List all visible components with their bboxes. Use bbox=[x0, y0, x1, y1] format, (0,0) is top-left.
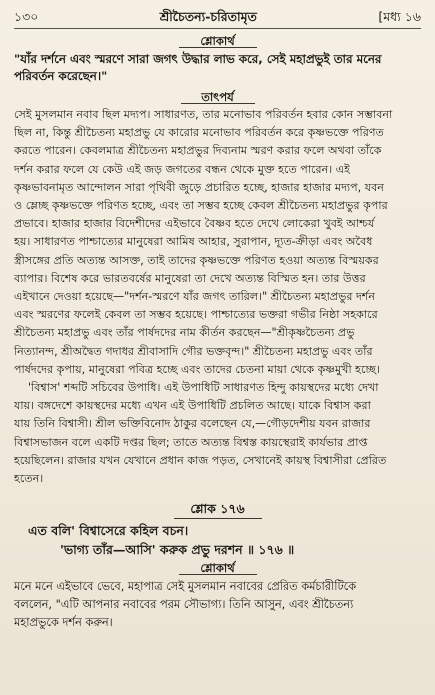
purport-line: সেই মুসলমান নবাব ছিল মদ্যপ। সাধারণত, তার মনোভাব পরিবর্তন হবার কোন সম্ভাবনা bbox=[14, 108, 393, 121]
heading-underline bbox=[174, 518, 262, 519]
translation-line: পরিবর্তন করেছেন।" bbox=[14, 69, 108, 83]
purport-line: ব্যাপার। বিশেষ করে ভারতবর্ষের মানুষেরা তা দেখে অত্যন্ত বিস্মিত হন। তার উত্তর bbox=[14, 271, 366, 285]
purport-line: যায় তিনি বিশ্বাসী। শ্রীল ভক্তিবিনোদ ঠাকুর বলেছেন যে,—গৌড়দেশীয় যবন রাজার bbox=[14, 417, 371, 431]
translation-text bbox=[14, 51, 421, 85]
purport-line: নিত্যানন্দ, শ্রীঅদ্বৈত গদাধর শ্রীবাসাদি গৌর ভক্তবৃন্দ।" শ্রীচৈতন্য মহাপ্রভু এবং তাঁর bbox=[14, 344, 373, 358]
translation-text bbox=[14, 578, 421, 632]
purport-text bbox=[14, 106, 421, 488]
purport-line: হয়েছিলেন। রাজার যখন যেখানে প্রধান কাজ পড়ত, সেখানেই কায়স্থ বিশ্বাসীরা প্রেরিত bbox=[14, 453, 387, 467]
purport-line: 'বিশ্বাস' শব্দটি সচিবের উপাধি। এই উপাধিটি সাধারণত হিন্দু কায়স্থদের মধ্যে দেখা bbox=[28, 381, 379, 395]
translation-line: "যাঁর দর্শনে এবং স্মরণে সারা জগৎ উদ্ধার লাভ করে, সেই মহাপ্রভুই তার মনের bbox=[14, 52, 382, 66]
purport-line: যায়। বঙ্গদেশে কায়স্থদের মধ্যে এখন এই উপাধিটি প্রচলিত আছে। যাকে বিশ্বাস করা bbox=[14, 399, 371, 413]
purport-line: স্ত্রীসঙ্গের প্রতি অত্যন্ত আসক্ত, তাই তাদের কৃষ্ণভক্তে পরিণত হওয়া অত্যন্ত বিস্ময়কর bbox=[14, 253, 379, 267]
purport-line: দর্শন করার ফলে যে কেউ এই জড় জগতের বন্ধন থেকে মুক্ত হতে পারেন। এই bbox=[14, 162, 350, 176]
purport-heading: তাৎপর্য bbox=[201, 90, 234, 104]
page-header bbox=[14, 8, 421, 29]
verse-text bbox=[14, 521, 421, 559]
purport-line: প্রভাবে। হাজার হাজার বিদেশীদের এইভাবে বৈষ্ণব হতে দেখে লোকেরা খুবই আশ্চর্য bbox=[14, 217, 375, 231]
purport-line: হয়। সাধারণত পাশ্চাত্যের মানুষেরা আমিষ আহার, সুরাপান, দ্যূত-ক্রীড়া এবং অবৈধ bbox=[14, 235, 373, 249]
translation-heading: শ্লোকার্থ bbox=[200, 561, 235, 576]
purport-line: ছিল না, কিন্তু শ্রীচৈতন্য মহাপ্রভু যে কারোর মনোভাব পরিবর্তন করে কৃষ্ণভক্তে পরিণত bbox=[14, 126, 384, 140]
page-number: ১৩০ bbox=[14, 9, 39, 24]
verse-line: এত বলি' বিশ্বাসেরে কহিল বচন। bbox=[28, 523, 189, 539]
verse-heading: শ্লোক ১৭৬ bbox=[190, 501, 245, 517]
verse-line: 'ভাগ্য তাঁর—আসি' করুক প্রভু দরশন ॥ ১৭৬ ॥ bbox=[60, 542, 295, 558]
running-title: শ্রীচৈতন্য-চরিতামৃত bbox=[159, 9, 257, 24]
purport-line: শ্রীচৈতন্য মহাপ্রভু এবং তাঁর পার্ষদদের নাম কীর্তন করছেন—"শ্রীকৃষ্ণচৈতন্য প্রভু bbox=[14, 326, 355, 340]
translation-line: মহাপ্রভুকে দর্শন করুন। bbox=[14, 616, 113, 630]
translation-line: বললেন, "এটি আপনার নবাবের পরম সৌভাগ্য। তিনি আসুন, এবং শ্রীচৈতন্য bbox=[14, 598, 354, 612]
translation-line: মনে মনে এইভাবে ভেবে, মহাপাত্র সেই মুসলমান নবাবের প্রেরিত কর্মচারীটিকে bbox=[14, 580, 357, 594]
purport-line: বিশ্বাসভাজন বলে একটি দপ্তর ছিল; তাতে অত্যন্ত বিশ্বস্ত কায়স্থেরাই কার্যভার প্রাপ্ত bbox=[14, 435, 368, 449]
purport-line: ও ম্লেচ্ছ কৃষ্ণভক্তে পরিণত হচ্ছে, এবং তা সম্ভব হচ্ছে কেবল শ্রীচৈতন্য মহাপ্রভুর কৃপার bbox=[14, 199, 388, 213]
purport-line: করতে পারেন। কেবলমাত্র শ্রীচৈতন্য মহাপ্রভুর দিব্যনাম স্মরণ করার ফলে অথবা তাঁকে bbox=[14, 144, 382, 158]
purport-line: কৃষ্ণভাবনামৃত আন্দোলন সারা পৃথিবী জুড়ে প্রচারিত হচ্ছে, হাজার হাজার মদ্যপ, যবন bbox=[14, 180, 384, 194]
chapter-label: [মধ্য ১৬ bbox=[378, 9, 421, 24]
purport-line: পার্ষদদের কৃপায়, মানুষেরা পবিত্র হচ্ছে এবং তাদের চেতনা মায়া থেকে কৃষ্ণমুখী হচ্ছে। bbox=[14, 362, 380, 376]
purport-line: এইখানে দেওয়া হয়েছে—"দর্শন-স্মরণে যাঁর জগৎ তারিল।" শ্রীচৈতন্য মহাপ্রভুর দর্শন bbox=[14, 290, 375, 304]
translation-heading: শ্লোকার্থ bbox=[200, 34, 235, 48]
purport-line: হতেন। bbox=[14, 472, 44, 486]
purport-line: এবং স্মরণের ফলেই কেবল তা সম্ভব হয়েছে। পাশ্চাত্যের ভক্তরা গভীর নিষ্ঠা সহকারে bbox=[14, 308, 378, 322]
